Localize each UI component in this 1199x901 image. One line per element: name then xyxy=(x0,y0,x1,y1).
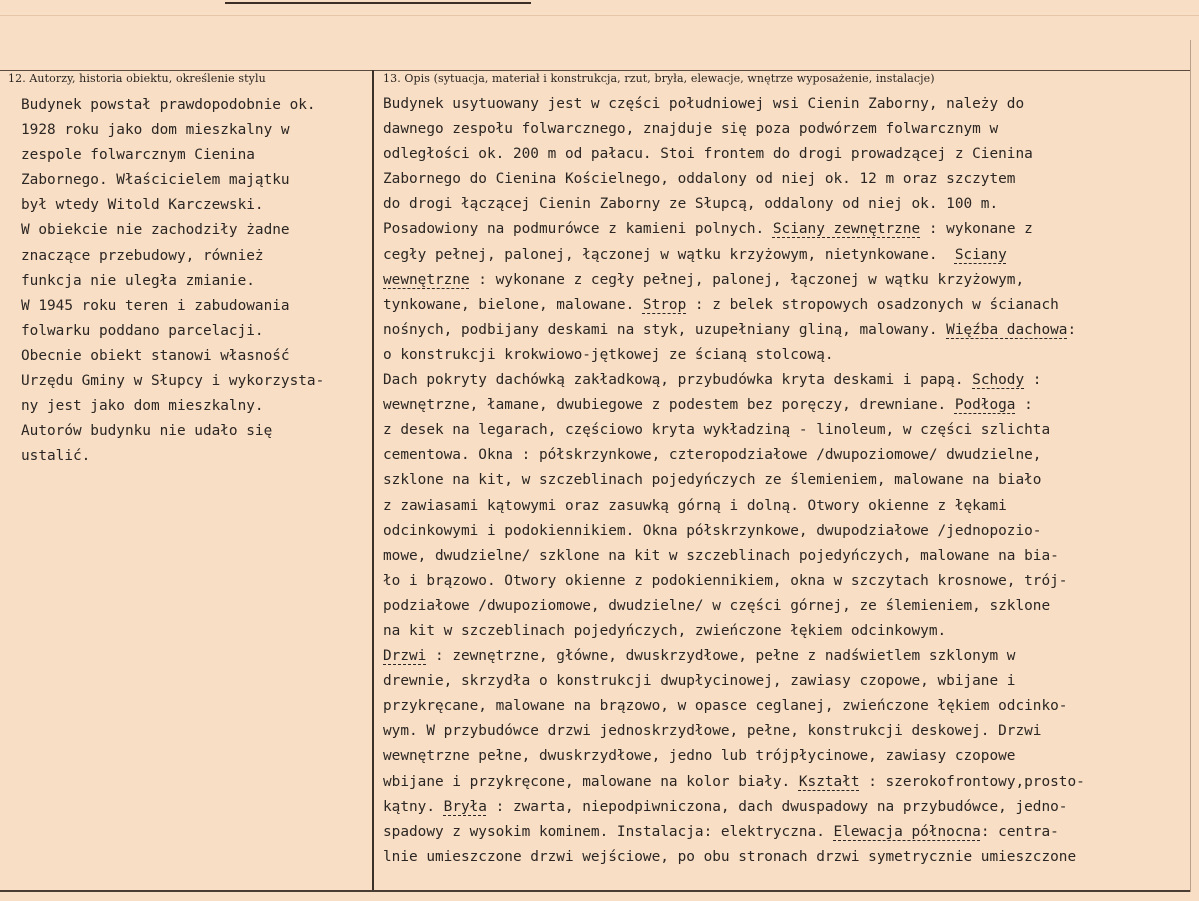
text-segment: : wykonane z cegły pełnej, palonej, łączonej w wątku krzyżowym, xyxy=(469,271,1025,288)
section-13-line xyxy=(383,293,1085,318)
section-heading: Więźba dachowa xyxy=(946,321,1068,338)
text-segment: do drogi łączącej Cienin Zaborny ze Słupcą, oddalony od niej ok. 100 m. xyxy=(383,196,999,213)
text-segment: Zabornego do Cienina Kościelnego, oddalony od niej ok. 12 m oraz szczytem xyxy=(383,171,1016,188)
section-13-line xyxy=(383,845,1085,870)
text-segment: : zwarta, niepodpiwniczona, dach dwuspadowy na przybudówce, jedno- xyxy=(486,798,1068,815)
section-13-line xyxy=(383,117,1085,142)
section-13-line xyxy=(383,192,1085,217)
top-edge-line xyxy=(225,2,531,4)
column-divider xyxy=(372,70,374,890)
text-segment: : xyxy=(1067,321,1077,338)
section-13-line xyxy=(383,494,1085,519)
text-segment: mowe, dwudzielne/ szklone na kit w szczeblinach pojedyńczych, malowane na bia- xyxy=(383,547,1059,564)
section-12-line: był wtedy Witold Karczewski. xyxy=(21,197,264,214)
section-13-line xyxy=(383,719,1085,744)
section-12-line: W obiekcie nie zachodziły żadne xyxy=(21,222,290,239)
text-segment: wewnętrzne pełne, dwuskrzydłowe, jedno lub trójpłycinowe, zawiasy czopowe xyxy=(383,748,1016,765)
text-segment: ło i brązowo. Otwory okienne z podokiennikiem, okna w szczytach krosnowe, trój- xyxy=(383,572,1068,589)
text-segment: : zewnętrzne, główne, dwuskrzydłowe, pełne z nadświetlem szklonym w xyxy=(426,648,1016,665)
text-segment: przykręcane, malowane na brązowo, w opasce ceglanej, zwieńczone łękiem odcinko- xyxy=(383,698,1068,715)
section-13-line xyxy=(383,343,1085,368)
section-13-line xyxy=(383,770,1085,795)
section-13-line xyxy=(383,795,1085,820)
section-12-line: Zabornego. Właścicielem majątku xyxy=(21,172,290,189)
section-12-line: Budynek powstał prawdopodobnie ok. xyxy=(21,97,316,113)
section-12-label: 12. Autorzy, historia obiektu, określenie stylu xyxy=(8,72,266,85)
text-segment: drewnie, skrzydła o konstrukcji dwupłycinowej, zawiasy czopowe, wbijane i xyxy=(383,673,1016,690)
header-divider xyxy=(0,70,1190,71)
text-segment: podziałowe /dwupoziomowe, dwudzielne/ w części górnej, ze ślemieniem, szklone xyxy=(383,597,1051,614)
section-heading: Schody xyxy=(972,372,1025,389)
section-13-line xyxy=(383,167,1085,192)
text-segment: : xyxy=(1024,372,1042,389)
section-heading: Elewacja północna xyxy=(833,823,981,840)
text-segment: kątny. xyxy=(383,798,444,815)
section-13-line xyxy=(383,544,1085,569)
section-12-line: znaczące przebudowy, również xyxy=(21,247,264,264)
section-heading: Sciany xyxy=(954,246,1007,263)
text-segment: lnie umieszczone drzwi wejściowe, po obu stronach drzwi symetrycznie umieszczone xyxy=(383,848,1077,865)
section-heading: Kształt xyxy=(798,773,860,790)
section-13-line xyxy=(383,217,1085,242)
section-13-line xyxy=(383,694,1085,719)
text-segment: wewnętrzne, łamane, dwubiegowe z podestem bez poręczy, drewniane. xyxy=(383,397,955,414)
section-12-text xyxy=(21,93,324,469)
section-13-line xyxy=(383,318,1085,343)
section-13-line xyxy=(383,92,1085,117)
section-13-line xyxy=(383,443,1085,468)
text-segment: z zawiasami kątowymi oraz zasuwką górną i dolną. Otwory okienne z łękami xyxy=(383,497,1007,514)
text-segment: cegły pełnej, palonej, łączonej w wątku krzyżowym, nietynkowane. xyxy=(383,246,955,263)
section-13-label: 13. Opis (sytuacja, materiał i konstrukcja, rzut, bryła, elewacje, wnętrze wyposażenie, instalacje) xyxy=(383,72,935,85)
section-12-line: funkcja nie uległa zmianie. xyxy=(21,272,255,289)
section-heading: Podłoga xyxy=(954,397,1016,414)
section-13-line xyxy=(383,243,1085,268)
text-segment: o konstrukcji krokwiowo-jętkowej ze ścianą stolcową. xyxy=(383,346,834,363)
section-12-line: Urzędu Gminy w Słupcy i wykorzysta- xyxy=(21,373,325,390)
text-segment: Budynek usytuowany jest w części południowej wsi Cienin Zaborny, należy do xyxy=(383,96,1025,112)
section-heading: Drzwi xyxy=(383,648,427,665)
section-12-line: ustalić. xyxy=(21,448,91,465)
section-12-line: W 1945 roku teren i zabudowania xyxy=(21,297,290,314)
section-12-line: folwarku poddano parcelacji. xyxy=(21,322,264,339)
section-12-line: Obecnie obiekt stanowi własność xyxy=(21,347,290,364)
text-segment: nośnych, podbijany deskami na styk, uzupełniany gliną, malowany. xyxy=(383,321,947,338)
section-12-line: zespole folwarcznym Cienina xyxy=(21,147,255,164)
right-edge xyxy=(1190,40,1191,892)
section-13-line xyxy=(383,468,1085,493)
section-13-line xyxy=(383,393,1085,418)
section-12-line: Autorów budynku nie udało się xyxy=(21,423,273,440)
section-12-line: ny jest jako dom mieszkalny. xyxy=(21,398,264,415)
section-13-line xyxy=(383,368,1085,393)
section-13-line xyxy=(383,142,1085,167)
section-13-line xyxy=(383,594,1085,619)
text-segment: : wykonane z xyxy=(920,221,1033,238)
section-heading: Strop xyxy=(642,296,687,313)
text-segment: dawnego zespołu folwarcznego, znajduje się poza podwórzem folwarcznym w xyxy=(383,121,999,138)
text-segment: odcinkowymi i podokiennikiem. Okna półskrzynkowe, dwupodziałowe /jednopozio- xyxy=(383,522,1042,539)
section-13-line xyxy=(383,820,1085,845)
text-segment: spadowy z wysokim kominem. Instalacja: elektryczna. xyxy=(383,823,834,840)
section-heading: wewnętrzne xyxy=(383,271,470,288)
section-13-line xyxy=(383,418,1085,443)
section-13-text xyxy=(383,92,1085,870)
text-segment: Dach pokryty dachówką zakładkową, przybudówka kryta deskami i papą. xyxy=(383,372,973,389)
text-segment: wym. W przybudówce drzwi jednoskrzydłowe, pełne, konstrukcji deskowej. Drzwi xyxy=(383,723,1042,740)
text-segment: cementowa. Okna : półskrzynkowe, czteropodziałowe /dwupoziomowe/ dwudzielne, xyxy=(383,447,1042,464)
section-13-line xyxy=(383,268,1085,293)
text-segment: odległości ok. 200 m od pałacu. Stoi frontem do drogi prowadzącej z Cienina xyxy=(383,146,1033,163)
text-segment: : z belek stropowych osadzonych w ścianach xyxy=(686,296,1059,313)
top-edge-shade xyxy=(0,15,1199,16)
text-segment: : centra- xyxy=(980,823,1059,840)
section-heading: Sciany zewnętrzne xyxy=(772,221,921,238)
section-12-line: 1928 roku jako dom mieszkalny w xyxy=(21,122,290,139)
text-segment: szklone na kit, w szczeblinach pojedyńczych ze ślemieniem, malowane na biało xyxy=(383,472,1042,489)
section-13-line xyxy=(383,519,1085,544)
section-13-line xyxy=(383,669,1085,694)
section-heading: Bryła xyxy=(443,798,487,815)
text-segment: wbijane i przykręcone, malowane na kolor biały. xyxy=(383,773,799,790)
text-segment: z desek na legarach, częściowo kryta wykładziną - linoleum, w części szlichta xyxy=(383,422,1051,439)
bottom-divider xyxy=(0,890,1190,892)
section-13-line xyxy=(383,569,1085,594)
section-13-line xyxy=(383,744,1085,769)
section-13-line xyxy=(383,619,1085,644)
text-segment: : szerokofrontowy,prosto- xyxy=(859,773,1085,790)
text-segment: na kit w szczeblinach pojedyńczych, zwieńczone łękiem odcinkowym. xyxy=(383,622,947,639)
text-segment: tynkowane, bielone, malowane. xyxy=(383,296,643,313)
text-segment: : xyxy=(1015,397,1033,414)
text-segment: Posadowiony na podmurówce z kamieni polnych. xyxy=(383,221,773,238)
section-13-line xyxy=(383,644,1085,669)
